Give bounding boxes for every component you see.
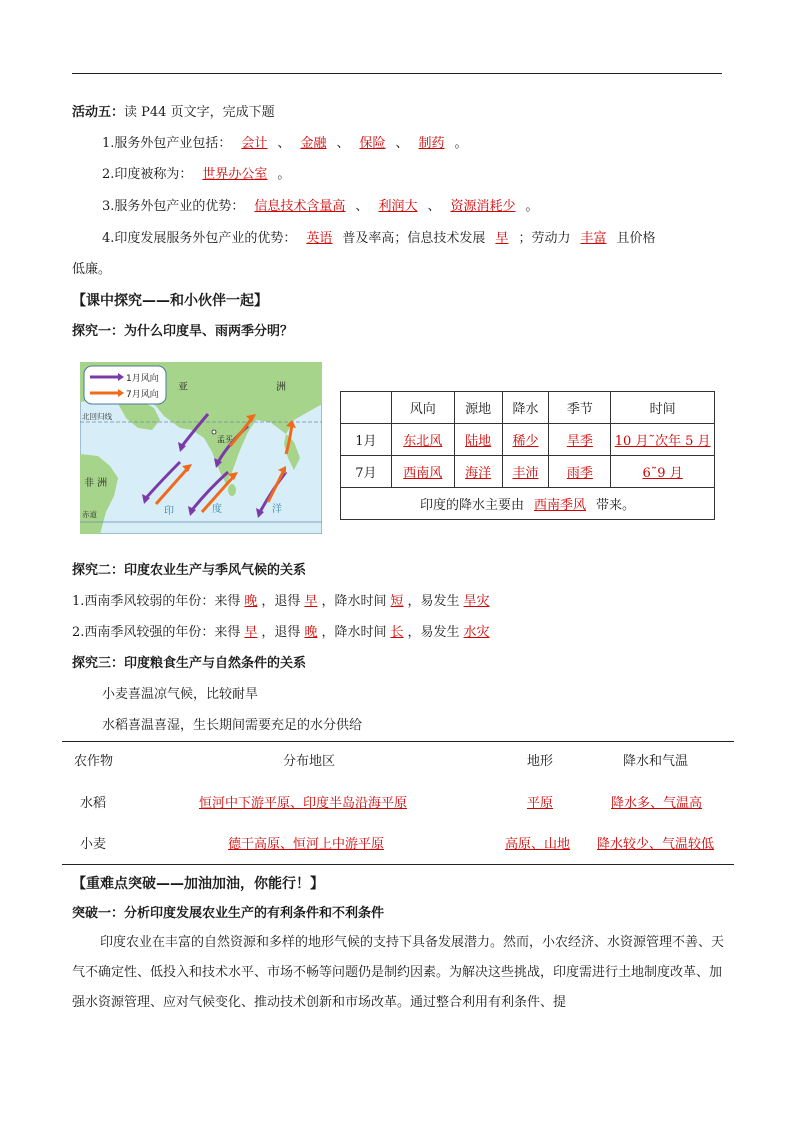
header-cell: 风向 [391, 392, 454, 424]
q3-answer-2: 利润大 [378, 199, 418, 214]
e2l1-text-2: ，降水时间 [321, 594, 387, 609]
crop-climate-answer: 降水多、气温高 [611, 796, 703, 811]
breakthrough1-paragraph: 印度农业在丰富的自然资源和多样的地形气候的支持下具备发展潜力。然而，小农经济、水资源管理不善、天气不确定性、低投入和技术水平、市场不畅等问题仍是制约因素。为解决这些挑战，印度需进行土地制度改革、加强水资源管理、应对气候变化、推动技术创新和市场改革。通过整合利用有利条件、提 [72, 935, 725, 1010]
monsoon-table-header [341, 392, 715, 424]
q1-sep: 、 [395, 136, 409, 151]
q1-answer-1: 会计 [241, 136, 268, 151]
footer-answer: 西南季风 [533, 498, 586, 513]
e2l2-text-3: ，易发生 [407, 625, 460, 640]
q1-answer-2: 金融 [300, 136, 327, 151]
e2l2-prefix: 2.西南季风较强的年份：来得 [72, 625, 241, 640]
crop-region-answer: 德干高原、恒河上中游平原 [228, 837, 385, 852]
section1-title: 【课中探究——和小伙伴一起】 [72, 293, 268, 309]
header-cell: 时间 [611, 392, 715, 424]
mumbai-label: 孟买 [217, 435, 233, 444]
q1-answer-3: 保险 [359, 136, 386, 151]
e2l1-answer-4: 旱灾 [463, 594, 490, 609]
section2-title: 【重难点突破——加油加油，你能行！】 [72, 876, 324, 892]
explore3-wheat: 小麦喜温凉气候，比较耐旱 [102, 687, 259, 702]
e2l1-answer-2: 早 [304, 594, 318, 609]
q1-end: 。 [454, 136, 468, 151]
table-row [341, 424, 715, 456]
monsoon-table [340, 391, 715, 520]
monsoon-map [80, 362, 322, 534]
explore1-title: 探究一：为什么印度旱、雨两季分明？ [72, 324, 294, 339]
table-cell-answer: 10 月˜次年 5 月 [611, 424, 715, 456]
table-row [341, 456, 715, 488]
explore3-title: 探究三：印度粮食生产与自然条件的关系 [72, 656, 307, 671]
activity5-title: 活动五： [72, 105, 125, 120]
crop-table-bottom-rule [62, 864, 734, 865]
table-cell-answer: 陆地 [454, 424, 502, 456]
q2-prefix: 2.印度被称为： [102, 167, 193, 182]
explore2-title: 探究二：印度农业生产与季风气候的关系 [72, 563, 307, 578]
e2l1-answer-1: 晚 [244, 594, 258, 609]
equator-label: 赤道 [82, 510, 97, 519]
table-cell-answer: 丰沛 [502, 456, 549, 488]
crop-header: 地形 [527, 754, 554, 769]
q4-answer-2: 早 [495, 231, 509, 246]
activity5-q4-cont: 低廉。 [72, 262, 112, 277]
e2l2-answer-4: 水灾 [463, 625, 490, 640]
footer-suffix: 带来。 [596, 498, 636, 513]
mumbai-dot [212, 430, 216, 434]
activity5-heading [72, 104, 275, 122]
q4-text-1: 普及率高；信息技术发展 [342, 231, 486, 246]
e2l2-text-2: ，降水时间 [321, 625, 387, 640]
crop-climate-answer: 降水较少、气温较低 [597, 837, 715, 852]
q4-text-2: ；劳动力 [518, 231, 571, 246]
activity5-q4 [102, 230, 656, 248]
q4-answer-3: 丰富 [580, 231, 607, 246]
e2l2-answer-1: 早 [244, 625, 258, 640]
table-cell-answer: 海洋 [454, 456, 502, 488]
footer-prefix: 印度的降水主要由 [419, 498, 524, 513]
tropic-label: 北回归线 [82, 412, 112, 421]
header-rule [72, 73, 722, 74]
e2l2-answer-2: 晚 [304, 625, 318, 640]
crop-region-answer: 恒河中下游平原、印度半岛沿海平原 [199, 796, 408, 811]
footer-cell [341, 488, 715, 520]
q4-text-3: 且价格 [616, 231, 656, 246]
q3-sep: 、 [427, 199, 441, 214]
e2l2-text-1: ，退得 [261, 625, 301, 640]
q1-sep: 、 [336, 136, 350, 151]
explore2-line1 [72, 593, 494, 611]
legend-jul-label: 7月风向 [126, 390, 159, 400]
monsoon-table-footer [341, 488, 715, 520]
sri-lanka [228, 484, 236, 496]
e2l2-answer-3: 长 [390, 625, 404, 640]
q3-end: 。 [525, 199, 539, 214]
e2l1-answer-3: 短 [390, 594, 404, 609]
header-cell: 降水 [502, 392, 549, 424]
crop-name: 小麦 [80, 837, 107, 852]
e2l1-text-1: ，退得 [261, 594, 301, 609]
activity5-intro: 读 P44 页文字，完成下题 [124, 105, 275, 120]
table-cell-answer: 6˜9 月 [611, 456, 715, 488]
crop-table-top-rule [62, 741, 734, 742]
asia-label: 亚 [178, 382, 188, 393]
activity5-q2 [102, 166, 290, 184]
table-cell: 1月 [341, 424, 392, 456]
monsoon-map-svg [80, 362, 322, 534]
table-cell-answer: 稀少 [502, 424, 549, 456]
q1-sep: 、 [277, 136, 291, 151]
table-cell-answer: 雨季 [549, 456, 611, 488]
q3-answer-3: 资源消耗少 [450, 199, 516, 214]
crop-header: 农作物 [74, 754, 114, 769]
header-cell [341, 392, 392, 424]
crop-name: 水稻 [80, 796, 107, 811]
table-cell-answer: 西南风 [391, 456, 454, 488]
breakthrough1-title: 突破一：分析印度发展农业生产的有利条件和不利条件 [72, 906, 385, 921]
q3-prefix: 3.服务外包产业的优势： [102, 199, 245, 214]
explore2-line2 [72, 624, 494, 642]
header-cell: 季节 [549, 392, 611, 424]
activity5-q1 [102, 135, 468, 153]
q4-answer-1: 英语 [306, 231, 333, 246]
table-cell: 7月 [341, 456, 392, 488]
africa-label: 非 洲 [84, 478, 108, 489]
e2l1-text-3: ，易发生 [407, 594, 460, 609]
legend-jan-label: 1月风向 [126, 374, 159, 384]
q2-end: 。 [277, 167, 291, 182]
zhou-label: 洲 [276, 382, 286, 393]
ocean-label-3: 洋 [272, 504, 282, 515]
q2-answer: 世界办公室 [202, 167, 268, 182]
q3-answer-1: 信息技术含量高 [254, 199, 346, 214]
e2l1-prefix: 1.西南季风较弱的年份：来得 [72, 594, 241, 609]
header-cell: 源地 [454, 392, 502, 424]
crop-terrain-answer: 高原、山地 [505, 837, 571, 852]
ocean-label-1: 印 [164, 506, 174, 517]
crop-terrain-answer: 平原 [527, 796, 554, 811]
explore3-rice: 水稻喜温喜湿，生长期间需要充足的水分供给 [102, 718, 363, 733]
activity5-q3 [102, 198, 539, 216]
ocean-label-2: 度 [212, 504, 222, 515]
crop-header: 降水和气温 [623, 754, 689, 769]
q1-answer-4: 制药 [418, 136, 445, 151]
q3-sep: 、 [355, 199, 369, 214]
table-cell-answer: 东北风 [391, 424, 454, 456]
table-cell-answer: 旱季 [549, 424, 611, 456]
q1-prefix: 1.服务外包产业包括： [102, 136, 232, 151]
crop-header: 分布地区 [283, 754, 336, 769]
q4-prefix: 4.印度发展服务外包产业的优势： [102, 231, 297, 246]
